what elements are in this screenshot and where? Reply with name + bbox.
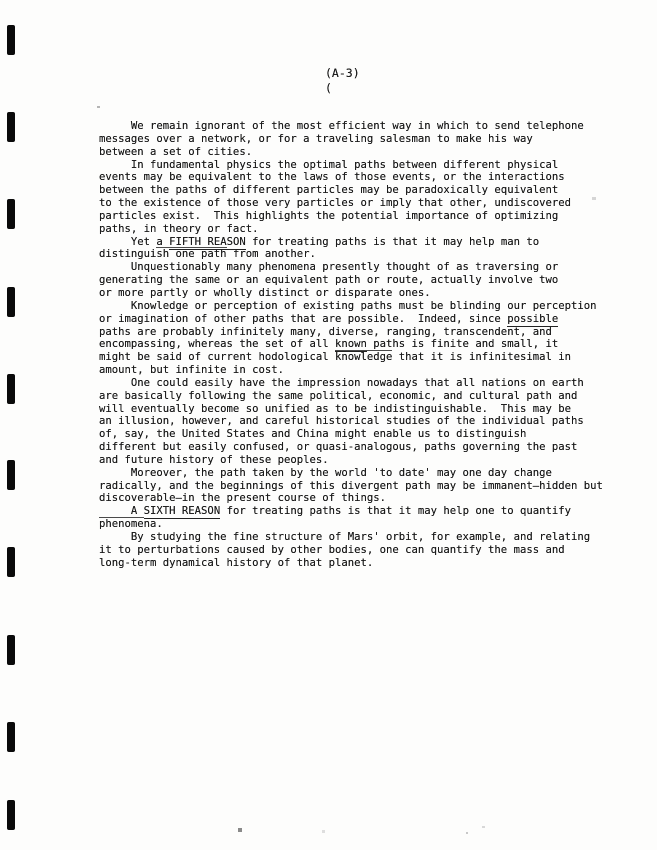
binding-mark bbox=[7, 547, 15, 577]
stray-paren-mark: ( bbox=[325, 81, 332, 95]
paragraph bbox=[99, 120, 584, 158]
binding-mark bbox=[7, 199, 15, 229]
text-segment: that it is infinitesimal in bbox=[392, 351, 571, 364]
text-segment: discoverable—in the present course of things. bbox=[99, 492, 387, 505]
binding-mark bbox=[7, 800, 15, 830]
text-segment: radically, and the beginnings of this divergent path may be immanent—hidden but bbox=[99, 479, 603, 492]
text-segment: for treating paths is that it may help man to bbox=[245, 235, 540, 248]
text-segment: distingui bbox=[99, 248, 157, 261]
scan-speck bbox=[97, 106, 100, 108]
text-segment: for treating paths is that it may help one to quantify bbox=[220, 505, 571, 518]
binding-mark bbox=[7, 460, 15, 490]
text-segment: and future history of these peoples. bbox=[99, 453, 329, 466]
text-segment: messages over a network, or for a traveling salesman to make his way bbox=[99, 132, 533, 145]
text-segment: By studying the fine structure of Mars' orbit, for example, and relating bbox=[99, 531, 591, 543]
text-segment: amount, but infinite in cost. bbox=[99, 364, 284, 377]
paragraph bbox=[99, 531, 590, 569]
scan-speck bbox=[322, 830, 325, 833]
paragraph bbox=[99, 377, 584, 466]
text-segment: generating the same or an equivalent path or route, actually involve two bbox=[99, 274, 559, 287]
scan-speck bbox=[592, 197, 596, 200]
text-segment: Unquestionably many phenomena presently thought of as traversing or bbox=[99, 261, 559, 274]
binding-mark bbox=[7, 287, 15, 317]
binding-mark bbox=[7, 112, 15, 142]
text-segment: it to perturbations caused by other bodies, one can quantify the mass and bbox=[99, 543, 565, 556]
text-segment: In fundamental physics the optimal paths between different physical bbox=[99, 158, 559, 171]
paragraph bbox=[99, 261, 558, 299]
text-segment: One could easily have the impression nowadays that all nations on earth bbox=[99, 376, 584, 389]
text-segment: between the paths of different particles may be paradoxically equivalent bbox=[99, 184, 559, 197]
text-segment: We remain ignorant of the most efficient way in which to send telephone bbox=[99, 120, 584, 132]
artifact-line-text: sh one path bbox=[156, 248, 227, 261]
underlined-text: SIXTH REASON bbox=[143, 505, 221, 518]
text-segment: particles exist. This highlights the potential importance of optimizing bbox=[99, 209, 559, 222]
text-segment: different but easily confused, or quasi-analogous, paths governing the past bbox=[99, 441, 578, 454]
text-segment: of, say, the United States and China might enable us to distinguish bbox=[99, 428, 527, 441]
text-segment: A bbox=[99, 505, 144, 518]
text-segment: events may be equivalent to the laws of those events, or the interactions bbox=[99, 171, 565, 184]
binding-mark bbox=[7, 374, 15, 404]
text-segment: Yet a bbox=[99, 235, 170, 248]
text-segment: na. bbox=[143, 518, 163, 531]
paragraph bbox=[99, 505, 571, 530]
text-segment: Moreover, the path taken by the world 'to date' may one day change bbox=[99, 466, 552, 479]
text-segment: are basically following the same political, economic, and cultural path and bbox=[99, 389, 578, 402]
text-segment: or imagination of other paths that are possible. Indeed, since bbox=[99, 312, 508, 325]
underlined-text: known bbox=[335, 338, 367, 351]
underlined-text: FIFTH REASON bbox=[169, 235, 246, 248]
artifact-line-text: phenome bbox=[99, 518, 144, 531]
text-segment: long-term dynamical history of that planet. bbox=[99, 556, 374, 569]
paragraph bbox=[99, 467, 603, 505]
paragraph bbox=[99, 159, 571, 235]
paragraph bbox=[99, 236, 539, 261]
scan-speck bbox=[466, 832, 468, 834]
document-body bbox=[99, 120, 639, 570]
text-segment: encompassing, whereas the set of all bbox=[99, 338, 335, 351]
text-segment: paths is finite and small, it bbox=[366, 338, 559, 351]
scan-speck bbox=[482, 826, 485, 828]
underlined-text: possible bbox=[507, 312, 559, 325]
text-segment: Knowledge or perception of existing paths must be blinding our perception bbox=[99, 299, 597, 312]
binding-mark bbox=[7, 25, 15, 55]
scan-speck bbox=[238, 828, 242, 832]
page-header bbox=[325, 66, 360, 96]
text-segment: to the existence of those very particles or imply that other, undiscovered bbox=[99, 197, 571, 210]
binding-mark bbox=[7, 635, 15, 665]
text-segment: paths are probably infinitely many, diverse, ranging, transcendent, and bbox=[99, 325, 552, 338]
text-segment: paths, in theory or fact. bbox=[99, 222, 259, 235]
artifact-line-text: knowledge bbox=[335, 351, 393, 364]
text-segment: will eventually become so unified as to be indistinguishable. This may be bbox=[99, 402, 571, 415]
text-segment: might be said of current hodological bbox=[99, 351, 335, 364]
text-segment: between a set of cities. bbox=[99, 145, 253, 158]
binding-mark bbox=[7, 722, 15, 752]
text-segment: an illusion, however, and careful historical studies of the individual paths bbox=[99, 415, 584, 428]
paragraph bbox=[99, 300, 596, 376]
text-segment: or more partly or wholly distinct or disparate ones. bbox=[99, 286, 431, 299]
text-segment: from another. bbox=[226, 248, 316, 261]
page-number: (A-3) bbox=[325, 66, 360, 80]
